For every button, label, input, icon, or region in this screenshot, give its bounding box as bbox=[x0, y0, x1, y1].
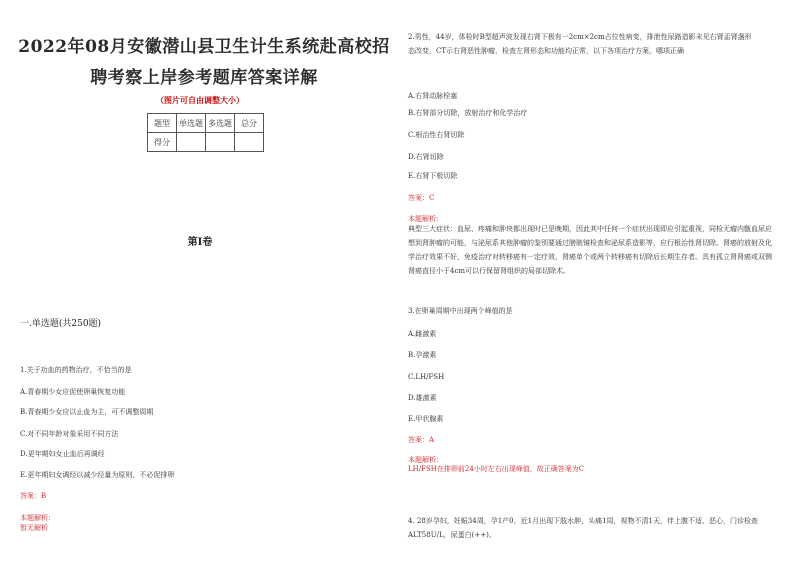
question-2-analysis: 典型三大症状：血尿、疼痛和肿块都出现时已是晚期，因此其中任何一个症状出现即应引起重视，同检无瘤内甑血尿应想到肾肿瘤的可能，与泌尿系其他肿瘤的鉴别要通过膀胱镜检查和泌尿系造影等，应行根治性肾切除。肾癌的放射及化学治疗效果不好，免疫治疗对转移癌有一定疗效，肾癌单个或两个转移癌有切除后长期生存者。具有孤立肾肾癌或双侧肾癌直径小于4cm可以行保留肾组织的局部切除术。 bbox=[408, 225, 772, 275]
question-3-analysis: LH/FSH在排卵前24小时左右出现峰值，故正确答案为C bbox=[408, 465, 585, 473]
score-table-cell: 得分 bbox=[148, 133, 177, 152]
score-table-cell: 题型 bbox=[148, 114, 177, 133]
question-2-answer: 答案：C bbox=[408, 194, 435, 202]
question-3-option-d: D.雄激素 bbox=[408, 394, 437, 402]
question-2-option-b: B.右肾部分切除，放射治疗和化学治疗 bbox=[408, 109, 528, 117]
question-3-stem: 3.在卵巢周期中出现两个峰值的是 bbox=[408, 307, 513, 315]
volume-label: 第I卷 bbox=[187, 237, 213, 248]
question-3-option-a: A.雌激素 bbox=[408, 330, 437, 338]
score-table-cell bbox=[177, 133, 206, 152]
score-table bbox=[147, 113, 264, 152]
score-table-cell bbox=[206, 133, 235, 152]
score-table-cell: 总分 bbox=[235, 114, 264, 133]
question-1-analysis-label: 本题解析： bbox=[20, 514, 55, 522]
question-3-answer: 答案：A bbox=[408, 436, 435, 444]
question-3-option-e: E.甲状腺素 bbox=[408, 415, 444, 423]
question-2-option-a: A.右肾动脉栓塞 bbox=[408, 92, 458, 100]
question-2-analysis-label: 本题解析： bbox=[408, 215, 443, 223]
question-1-analysis: 暂无解析 bbox=[20, 524, 48, 532]
question-1-option-e: E.更年期妇女调经以减少经量为原则，不必促排卵 bbox=[20, 471, 175, 479]
question-4-stem: 4. 28岁孕妇，妊娠34周，孕1产0，近1月出现下肢水肿，头痛1周，视物不清1天，伴上腹不适、恶心，门诊检查ALT58U/L，尿蛋白(++)。 bbox=[408, 517, 758, 539]
document-title-line2: 聘考察上岸参考题库答案详解 bbox=[90, 68, 318, 88]
question-1-option-c: C.对不同年龄对象采用不同方法 bbox=[20, 430, 119, 438]
question-3-option-c: C.LH/FSH bbox=[408, 373, 445, 381]
question-2-option-d: D.右肾切除 bbox=[408, 153, 444, 161]
question-1-option-a: A.青春期少女应促使卵巢恢复功能 bbox=[20, 388, 126, 396]
question-2-option-c: C.根治性右肾切除 bbox=[408, 131, 465, 139]
section-title: 一.单选题(共250题) bbox=[20, 319, 102, 329]
score-table-header-row bbox=[148, 114, 264, 133]
question-1-answer: 答案：B bbox=[20, 492, 47, 500]
question-2-option-e: E.右肾下极切除 bbox=[408, 172, 458, 180]
question-2-stem: 2.男性，44岁，体检时B型超声波发现右肾下极有一2cm×2cm占位性病变，排泄性尿路造影未见右肾盂肾盏形态改变，CT示右肾恶性肿瘤，检查左肾形态和功能均正常，以下各项治疗方案，哪项正确 bbox=[408, 33, 752, 55]
question-1-option-d: D.更年期妇女止血后再调经 bbox=[20, 450, 105, 458]
score-table-cell: 单选题 bbox=[177, 114, 206, 133]
document-title-line1: 2022年08月安徽潜山县卫生计生系统赴高校招 bbox=[18, 37, 390, 57]
image-resize-note: （图片可自由调整大小） bbox=[156, 95, 244, 105]
score-table-cell bbox=[235, 133, 264, 152]
score-table-cell: 多选题 bbox=[206, 114, 235, 133]
score-table-score-row bbox=[148, 133, 264, 152]
question-1-option-b: B.青春期少女应以止血为主，可不调整周期 bbox=[20, 408, 154, 416]
question-3-option-b: B.孕激素 bbox=[408, 351, 437, 359]
question-3-analysis-label: 本题解析： bbox=[408, 456, 443, 464]
question-1-stem: 1.关于功血的药物治疗，不恰当的是 bbox=[20, 366, 132, 374]
